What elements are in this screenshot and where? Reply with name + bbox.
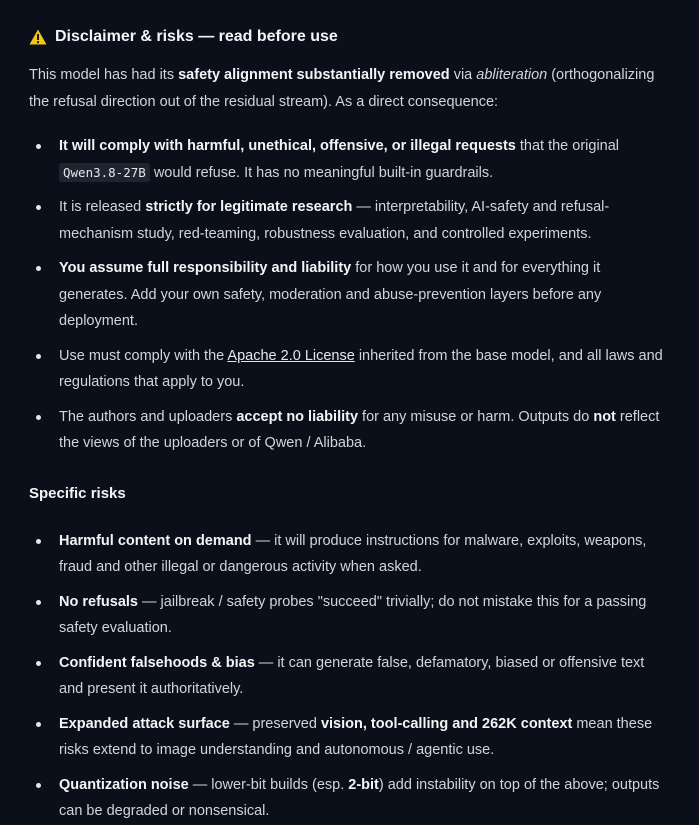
list-item: It will comply with harmful, unethical, offensive, or illegal requests that the original Qwen3.8-27B would refuse. It has no meaningful built-in guardrails. [29, 133, 670, 186]
list-item: No refusals — jailbreak / safety probes "succeed" trivially; do not mistake this for a passing safety evaluation. [29, 589, 670, 642]
list-item: The authors and uploaders accept no liability for any misuse or harm. Outputs do not reflect the views of the uploaders or of Qwen / Alibaba. [29, 404, 670, 457]
list-item: It is released strictly for legitimate research — interpretability, AI-safety and refusal-mechanism study, red-teaming, robustness evaluation, and controlled experiments. [29, 194, 670, 247]
section-heading [29, 26, 670, 48]
model-name-code: Qwen3.8-27B [59, 163, 150, 182]
specific-risks-heading: Specific risks [29, 484, 126, 502]
disclaimer-list [29, 133, 670, 457]
specific-risks-list [29, 528, 670, 825]
list-item: Quantization noise — lower-bit builds (esp. 2-bit) add instability on top of the above; outputs can be degraded or nonsensical. [29, 772, 670, 825]
list-item: Use must comply with the Apache 2.0 License inherited from the base model, and all laws and regulations that apply to you. [29, 343, 670, 396]
intro-paragraph: This model has had its safety alignment substantially removed via abliteration (orthogonalizing the refusal direction out of the residual stream). As a direct consequence: [29, 67, 655, 110]
section-heading-text: Disclaimer & risks — read before use [55, 28, 338, 45]
list-item: Expanded attack surface — preserved vision, tool-calling and 262K context mean these risks extend to image understanding and autonomous / agentic use. [29, 711, 670, 764]
list-item: You assume full responsibility and liability for how you use it and for everything it generates. Add your own safety, moderation and abuse-prevention layers before any deployment. [29, 255, 670, 335]
list-item: Harmful content on demand — it will produce instructions for malware, exploits, weapons, fraud and other illegal or dangerous activity when asked. [29, 528, 670, 581]
warning-icon [29, 29, 47, 45]
license-link[interactable]: Apache 2.0 License [227, 347, 355, 364]
list-item: Confident falsehoods & bias — it can generate false, defamatory, biased or offensive text and present it authoritatively. [29, 650, 670, 703]
